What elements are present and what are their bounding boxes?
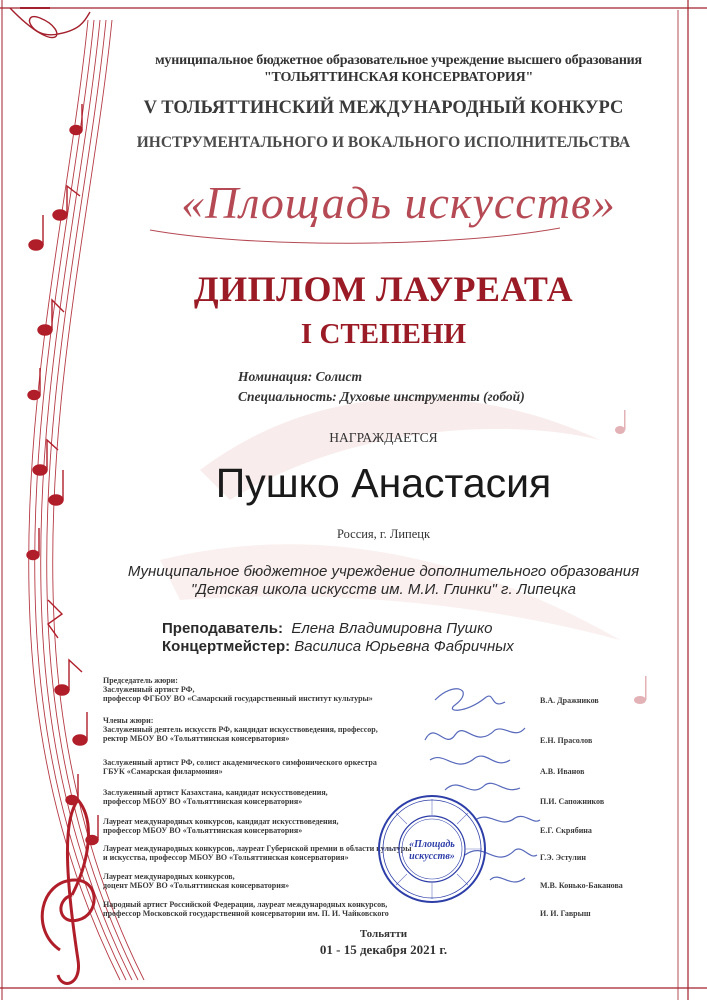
organization-line-1: муниципальное бюджетное образовательное учреждение высшего образования — [155, 53, 642, 68]
jury-line: Лауреат международных конкурсов, кандидат искусствоведения, — [103, 817, 339, 826]
contest-name: «Площадь искусств» — [181, 177, 616, 228]
jury-line: Лауреат международных конкурсов, — [103, 872, 235, 881]
jury-line: Народный артист Российской Федерации, лауреат международных конкурсов, — [103, 900, 388, 909]
teachers-block — [162, 620, 514, 656]
nomination: Номинация: Солист — [238, 369, 363, 384]
specialty: Специальность: Духовые инструменты (гобой) — [238, 389, 525, 404]
laureate-name: Пушко Анастасия — [215, 460, 552, 506]
teacher-label: Преподаватель: — [162, 620, 283, 637]
stamp-text-1: «Площадь — [409, 839, 455, 850]
teacher-name: Елена Владимировна Пушко — [291, 620, 493, 637]
jury-line: Лауреат международных конкурсов, лауреат Губернской премии в области культуры — [103, 844, 412, 853]
jury-line: Члены жюри: — [103, 716, 154, 725]
awarded-label: НАГРАЖДАЕТСЯ — [329, 430, 438, 445]
jury-member — [103, 872, 413, 890]
jury-line: ГБУК «Самарская филармония» — [103, 767, 223, 776]
jury-line: Председатель жюри: — [103, 676, 178, 685]
diploma-title: ДИПЛОМ ЛАУРЕАТА — [193, 269, 574, 309]
jury-member — [103, 676, 413, 703]
institution-line-1: Муниципальное бюджетное учреждение дополнительного образования — [127, 563, 640, 580]
official-stamp — [376, 793, 488, 905]
jury-member — [103, 900, 413, 918]
jury-signature-name: А.В. Иванов — [540, 767, 585, 776]
jury-member — [103, 844, 413, 862]
institution — [60, 563, 707, 599]
jury-line: Заслуженный артист РФ, солист академического симфонического оркестра — [103, 758, 377, 767]
laureate-region: Россия, г. Липецк — [336, 527, 431, 541]
jury-line: доцент МБОУ ВО «Тольяттинская консерватория» — [103, 881, 290, 890]
jury-signature-name: М.В. Конько-Баканова — [540, 881, 623, 890]
jury-line: Заслуженный деятель искусств РФ, кандидат искусствоведения, профессор, — [103, 725, 378, 734]
jury-member — [103, 817, 413, 835]
jury-member — [103, 758, 413, 776]
jury-signature-name: Г.Э. Эстулин — [540, 853, 586, 862]
jury-line: профессор МБОУ ВО «Тольяттинская консерватория» — [103, 826, 303, 835]
accompanist-label: Концертмейстер: — [162, 638, 291, 655]
jury-line: Заслуженный артист РФ, — [103, 685, 195, 694]
jury-line: профессор ФГБОУ ВО «Самарский государственный институт культуры» — [103, 694, 373, 703]
jury-line: профессор Московской государственной консерватории им. П. И. Чайковского — [103, 909, 389, 918]
nomination-block — [238, 367, 525, 407]
jury-signature-name: Е.Н. Прасолов — [540, 736, 593, 745]
jury-member — [103, 716, 413, 743]
accompanist-name: Василиса Юрьевна Фабричных — [294, 638, 514, 655]
stamp-text-2: искусств» — [409, 851, 455, 862]
jury-line: и искусства, профессор МБОУ ВО «Тольяттинская консерватория» — [103, 853, 349, 862]
jury-signature-name: В.А. Дражников — [540, 696, 599, 705]
contest-title-line-2: ИНСТРУМЕНТАЛЬНОГО И ВОКАЛЬНОГО ИСПОЛНИТЕЛЬСТВА — [136, 134, 631, 151]
institution-line-2: "Детская школа искусств им. М.И. Глинки" г. Липецка — [190, 581, 577, 598]
jury-signature-name: П.И. Сапожников — [540, 797, 605, 806]
footer-city: Тольятти — [359, 928, 408, 940]
diploma-degree: I СТЕПЕНИ — [300, 318, 467, 350]
accompanist-row — [162, 638, 514, 656]
footer-dates: 01 - 15 декабря 2021 г. — [319, 942, 448, 957]
organization-line-2: "ТОЛЬЯТТИНСКАЯ КОНСЕРВАТОРИЯ" — [263, 70, 534, 85]
teacher-row — [162, 620, 514, 638]
contest-title-line-1: V ТОЛЬЯТТИНСКИЙ МЕЖДУНАРОДНЫЙ КОНКУРС — [143, 98, 624, 118]
organization-header — [90, 52, 707, 86]
jury-signature-name: Е.Г. Скрябина — [540, 826, 592, 835]
jury-line: ректор МБОУ ВО «Тольяттинская консерватория» — [103, 734, 290, 743]
jury-member — [103, 788, 413, 806]
jury-line: Заслуженный артист Казахстана, кандидат искусствоведения, — [103, 788, 328, 797]
jury-signature-name: И. И. Гаврыш — [540, 909, 591, 918]
jury-line: профессор МБОУ ВО «Тольяттинская консерватория» — [103, 797, 303, 806]
